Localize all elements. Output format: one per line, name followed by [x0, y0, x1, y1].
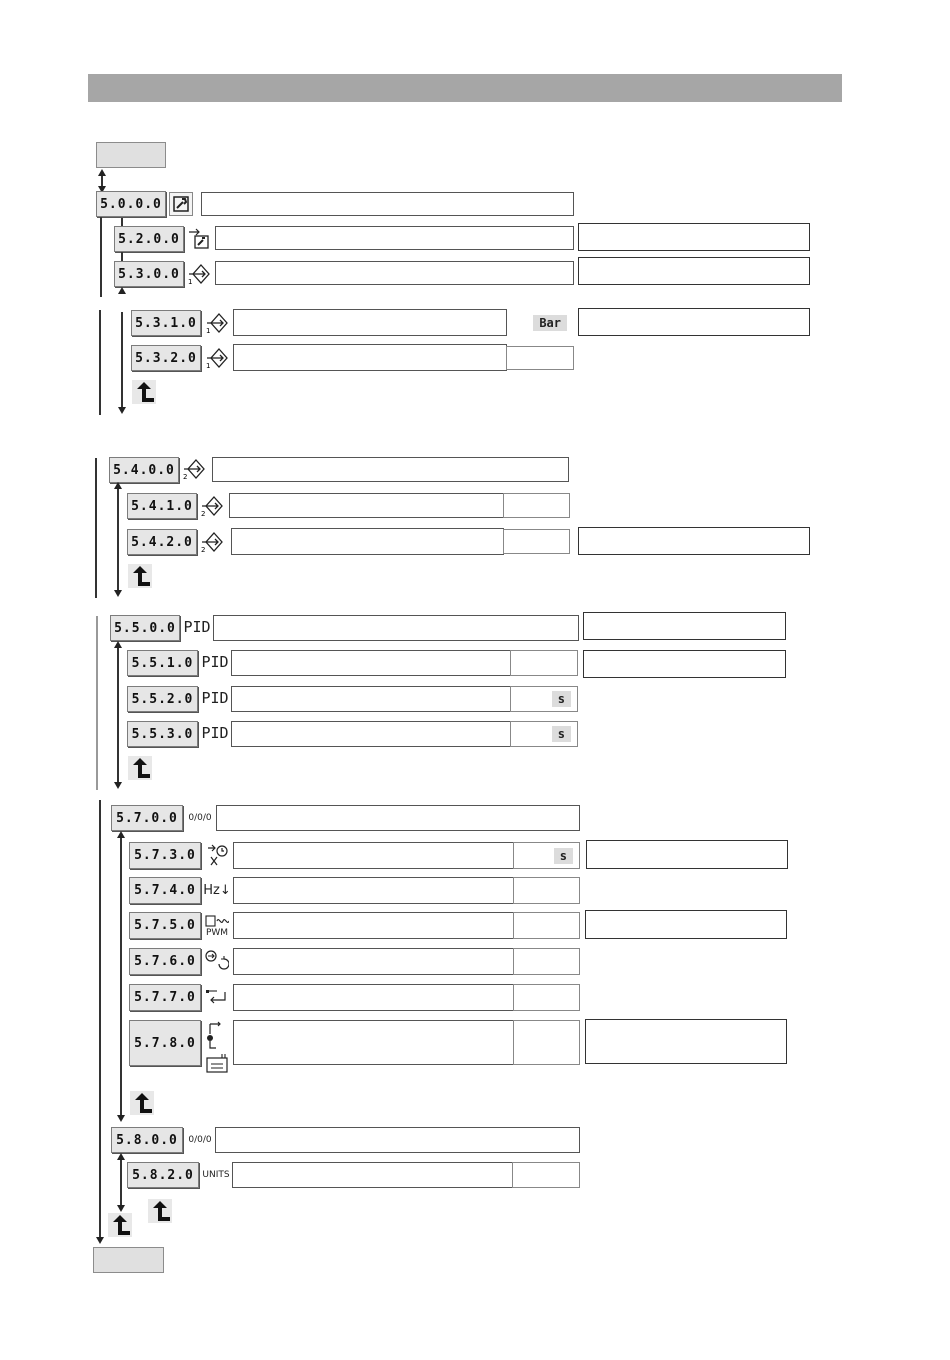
unit-field-5770	[513, 984, 580, 1011]
menu-code-5730[interactable]: 5.7.3.0	[129, 842, 201, 869]
unit-label: s	[552, 691, 571, 707]
menu-code-5300[interactable]: 5.3.0.0	[114, 261, 184, 287]
menu-code-5700[interactable]: 5.7.0.0	[111, 805, 183, 831]
menu-code-5820[interactable]: 5.8.2.0	[127, 1162, 199, 1188]
back-arrow-icon[interactable]	[128, 564, 152, 586]
description-field-5500	[213, 615, 579, 641]
description-field-5410	[229, 493, 504, 518]
unit-field-5730	[513, 842, 580, 869]
description-field-5730	[233, 842, 514, 869]
group-line-54	[117, 487, 119, 591]
unit-field-5310	[510, 310, 574, 335]
note-box-5420	[578, 527, 810, 555]
description-field-5420	[231, 528, 504, 555]
sensor-input-2-icon	[199, 494, 225, 518]
menu-code-5530[interactable]: 5.5.3.0	[127, 721, 198, 747]
svg-text:2: 2	[201, 510, 206, 517]
sensor-input-icon	[186, 262, 212, 286]
menu-code-5320[interactable]: 5.3.2.0	[131, 345, 201, 371]
description-field-5520	[231, 686, 512, 712]
pid-icon: PID	[183, 618, 211, 636]
relay-icon	[203, 1020, 231, 1076]
menu-code-5740[interactable]: 5.7.4.0	[129, 877, 201, 904]
arrow-down-icon	[117, 1205, 125, 1212]
group-line-53	[121, 312, 123, 408]
description-field-5750	[233, 912, 514, 939]
arrow-down-icon	[114, 782, 122, 789]
unit-field-5750	[513, 912, 580, 939]
group-line-58	[120, 1160, 122, 1206]
unit-field-5780	[513, 1020, 580, 1065]
menu-code-5000[interactable]: 5.0.0.0	[96, 191, 166, 217]
unit-field-5410	[503, 493, 570, 518]
svg-text:2: 2	[201, 546, 206, 553]
description-field-5310	[233, 309, 507, 336]
unit-label: Bar	[533, 315, 567, 331]
timer-icon	[204, 843, 230, 867]
bottom-nav-box[interactable]	[93, 1247, 164, 1273]
main-guide-line-lower	[99, 310, 101, 415]
svg-text:1: 1	[206, 327, 211, 334]
note-box-5730	[586, 840, 788, 869]
top-nav-box[interactable]	[96, 142, 166, 168]
description-field-5530	[231, 721, 512, 747]
group-line-57	[120, 838, 122, 1115]
unit-field-5510	[510, 650, 578, 676]
back-arrow-icon[interactable]	[132, 380, 156, 402]
unit-field-5520	[510, 686, 578, 712]
unit-field-5420	[503, 529, 570, 554]
section-line-54	[95, 458, 97, 598]
svg-text:1: 1	[188, 278, 193, 285]
description-field-5800	[215, 1127, 580, 1153]
back-arrow-icon[interactable]	[130, 1091, 154, 1113]
section-header-bar	[88, 74, 842, 102]
pump-cycle-icon	[203, 948, 229, 972]
menu-code-5800[interactable]: 5.8.0.0	[111, 1127, 183, 1153]
unit-field-5820	[512, 1162, 580, 1188]
menu-code-5400[interactable]: 5.4.0.0	[109, 457, 179, 483]
sensor-input-icon	[204, 311, 230, 335]
note-box-5300	[578, 257, 810, 285]
arrow-up-icon	[118, 287, 126, 294]
description-field-5400	[212, 457, 569, 482]
svg-text:2: 2	[183, 473, 188, 480]
arrow-down-icon	[117, 1115, 125, 1122]
description-field-5770	[233, 984, 514, 1011]
menu-code-5500[interactable]: 5.5.0.0	[110, 615, 180, 641]
description-field-5700	[216, 805, 580, 831]
frequency-down-icon: Hz↓	[203, 882, 231, 898]
description-field-5510	[231, 650, 512, 676]
svg-text:1: 1	[206, 362, 211, 369]
arrow-down-icon	[114, 590, 122, 597]
unit-field-5760	[513, 948, 580, 975]
digital-io-icon: 0/0/0	[188, 1135, 212, 1145]
arrow-up-icon	[117, 831, 125, 838]
description-field-5820	[232, 1162, 513, 1188]
description-field-5760	[233, 948, 514, 975]
wrench-icon	[169, 192, 193, 216]
main-guide-line	[100, 217, 102, 297]
menu-code-5750[interactable]: 5.7.5.0	[129, 912, 201, 939]
note-box-5750	[585, 910, 787, 939]
note-box-5310	[578, 308, 810, 336]
group-line-55	[117, 648, 119, 783]
description-field-5200	[215, 226, 574, 250]
note-box-5500	[583, 612, 786, 640]
unit-field-5740	[513, 877, 580, 904]
description-field-5300	[215, 261, 574, 285]
pid-p-highlight-icon: PID	[201, 653, 229, 671]
unit-label: s	[552, 726, 571, 742]
back-arrow-icon[interactable]	[128, 756, 152, 778]
pwm-icon-label: PWM	[205, 928, 229, 938]
pwm-icon	[203, 912, 231, 940]
section-line-55	[96, 616, 98, 790]
menu-code-5420[interactable]: 5.4.2.0	[127, 529, 197, 555]
digital-io-icon: 0/0/0	[188, 813, 212, 823]
sensor-input-2-icon	[181, 457, 207, 481]
note-box-5200	[578, 223, 810, 251]
wrench-switch-icon	[186, 227, 212, 251]
description-field-5780	[233, 1020, 514, 1065]
description-field-5320	[233, 344, 507, 371]
unit-label: s	[554, 848, 573, 864]
menu-code-5760[interactable]: 5.7.6.0	[129, 948, 201, 975]
main-description-field	[201, 192, 574, 216]
menu-code-5520[interactable]: 5.5.2.0	[127, 686, 198, 712]
unit-field-5320	[506, 346, 574, 370]
menu-code-5780[interactable]: 5.7.8.0	[129, 1020, 201, 1066]
arrow-down-icon	[118, 407, 126, 414]
sensor-input-icon	[204, 346, 230, 370]
units-icon: UNITS	[202, 1170, 230, 1180]
pid-d-highlight-icon: PID	[201, 724, 229, 742]
note-box-5510	[583, 650, 786, 678]
menu-code-5410[interactable]: 5.4.1.0	[127, 493, 197, 519]
menu-code-5510[interactable]: 5.5.1.0	[127, 650, 198, 676]
arrow-up-icon	[98, 169, 106, 176]
note-box-5780	[585, 1019, 787, 1064]
return-icon	[203, 984, 229, 1008]
arrow-up-icon	[114, 641, 122, 648]
menu-code-5770[interactable]: 5.7.7.0	[129, 984, 201, 1011]
menu-code-5310[interactable]: 5.3.1.0	[131, 310, 201, 336]
pid-i-highlight-icon: PID	[201, 689, 229, 707]
menu-code-5200[interactable]: 5.2.0.0	[114, 226, 184, 252]
back-arrow-icon[interactable]	[108, 1213, 132, 1235]
arrow-up-icon	[114, 482, 122, 489]
section-line-57	[99, 800, 101, 1238]
unit-field-5530	[510, 721, 578, 747]
sensor-input-2-icon	[199, 530, 225, 554]
arrow-down-icon	[96, 1237, 104, 1244]
description-field-5740	[233, 877, 514, 904]
arrow-up-icon	[117, 1153, 125, 1160]
back-arrow-icon[interactable]	[148, 1199, 172, 1221]
